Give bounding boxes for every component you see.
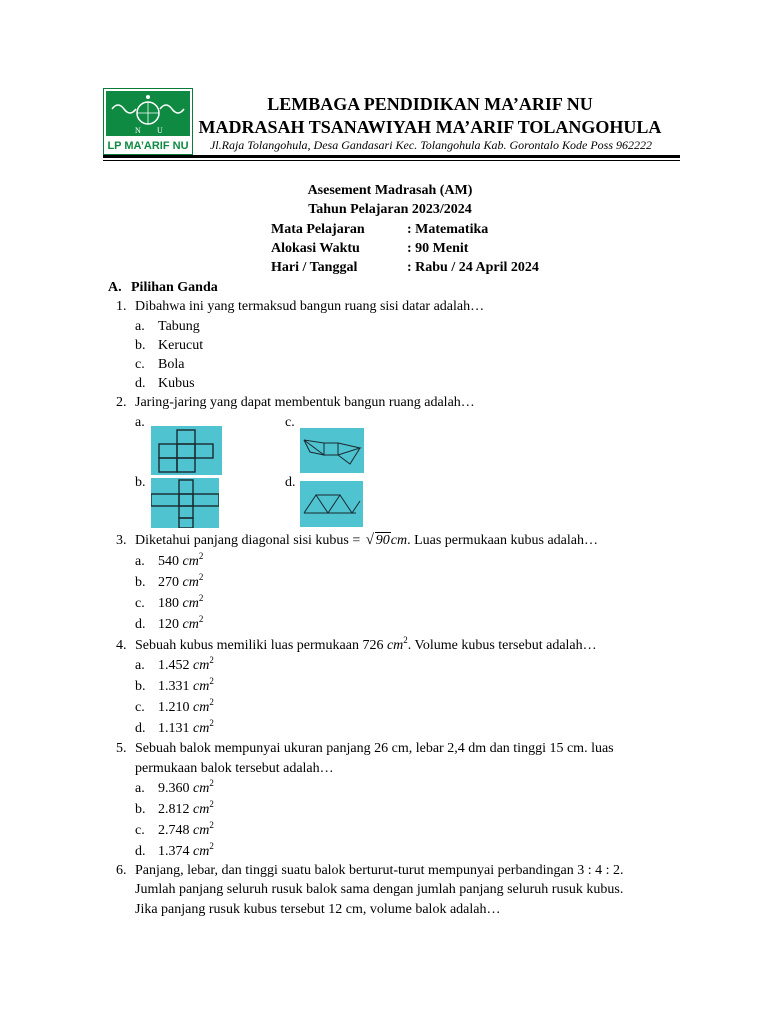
school-logo: [103, 88, 193, 155]
option-text: 1.452 $cm^2$: [158, 655, 214, 673]
option-text: Kerucut: [158, 338, 204, 353]
option-label: d.: [285, 475, 296, 490]
option-label: d.: [135, 844, 146, 859]
institution-title: LEMBAGA PENDIDIKAN MA’ARIF NU: [267, 94, 593, 114]
question-text: Dibahwa ini yang termaksud bangun ruang sisi datar adalah…: [135, 299, 485, 314]
section-letter: A.: [108, 280, 122, 295]
school-address: Jl.Raja Tolangohula, Desa Gandasari Kec. Tolangohula Kab. Gorontalo Kode Poss 962222: [209, 138, 653, 152]
net-image-c: [300, 428, 364, 473]
logo-emblem: [106, 91, 190, 136]
option-text: Tabung: [158, 319, 200, 334]
header-rule-thin: [103, 160, 680, 161]
section-title: Pilihan Ganda: [131, 280, 218, 295]
sqrt-expression: [366, 531, 391, 551]
exam-year: Tahun Pelajaran 2023/2024: [308, 202, 472, 217]
logo-text: LP MA’ARIF NU: [107, 140, 189, 152]
option-text: Bola: [158, 357, 185, 372]
option-label: b.: [135, 575, 146, 590]
info-row-subject: [271, 222, 488, 238]
question-text: Sebuah balok mempunyai ukuran panjang 26 cm, lebar 2,4 dm dan tinggi 15 cm. luas: [135, 741, 614, 756]
question-text: Jika panjang rusuk kubus tersebut 12 cm, volume balok adalah…: [135, 902, 501, 917]
header-rule-thick: [103, 155, 680, 158]
question-text: Panjang, lebar, dan tinggi suatu balok berturut-turut mempunyai perbandingan 3 : 4 : 2.: [135, 863, 624, 878]
info-label: Hari / Tanggal: [271, 260, 358, 275]
svg-text:U: U: [157, 126, 163, 135]
option-text: 1.131 $cm^2$: [158, 718, 214, 736]
option-text: 540 $cm^2$: [158, 551, 204, 569]
option-label: d.: [135, 721, 146, 736]
info-value: : 90 Menit: [407, 241, 469, 256]
option-text: 1.374 $cm^2$: [158, 841, 214, 859]
net-image-a: [151, 426, 222, 475]
option-label: a.: [135, 781, 145, 796]
option-label: a.: [135, 415, 145, 430]
option-text: 1.210 $cm^2$: [158, 697, 214, 715]
option-label: d.: [135, 617, 146, 632]
question-number: 2.: [116, 395, 127, 410]
option-text: 2.748 $cm^2$: [158, 820, 214, 838]
option-text: Kubus: [158, 376, 195, 391]
option-label: c.: [135, 823, 145, 838]
question-number: 6.: [116, 863, 127, 878]
option-text: 1.331 $cm^2$: [158, 676, 214, 694]
question-number: 5.: [116, 741, 127, 756]
option-text: 2.812 $cm^2$: [158, 799, 214, 817]
info-value: : Rabu / 24 April 2024: [407, 260, 539, 275]
question-text: Jaring-jaring yang dapat membentuk bangun ruang adalah…: [135, 395, 475, 410]
net-image-b: [151, 478, 219, 528]
question-number: 1.: [116, 299, 127, 314]
question-text-part: Diketahui panjang diagonal sisi kubus =: [135, 533, 364, 548]
option-text: 120 $cm^2$: [158, 614, 204, 632]
school-title: MADRASAH TSANAWIYAH MA’ARIF TOLANGOHULA: [198, 117, 662, 137]
option-label: a.: [135, 554, 145, 569]
option-label: b.: [135, 338, 146, 353]
option-text: 270 $cm^2$: [158, 572, 204, 590]
question-number: 3.: [116, 533, 127, 548]
option-label: b.: [135, 475, 146, 490]
option-label: c.: [285, 415, 295, 430]
option-label: b.: [135, 802, 146, 817]
net-image-d: [300, 481, 363, 527]
info-label: Alokasi Waktu: [271, 241, 360, 256]
svg-text:N: N: [135, 126, 141, 135]
info-value: : Matematika: [407, 222, 489, 237]
question-text: [135, 531, 598, 551]
radicand: 90: [375, 533, 390, 548]
option-label: d.: [135, 376, 146, 391]
question-number: 4.: [116, 638, 127, 653]
option-text: 180 $cm^2$: [158, 593, 204, 611]
question-text: Jumlah panjang seluruh rusuk balok sama dengan jumlah panjang seluruh rusuk kubus.: [135, 882, 624, 897]
info-label: Mata Pelajaran: [271, 222, 365, 237]
unit: cm: [390, 533, 408, 548]
question-text-part: . Luas permukaan kubus adalah…: [407, 533, 598, 548]
info-row-duration: [271, 241, 468, 257]
option-label: c.: [135, 700, 145, 715]
radical-sign-icon: √: [365, 532, 374, 548]
option-label: a.: [135, 658, 145, 673]
exam-name: Asesement Madrasah (AM): [307, 183, 473, 198]
option-label: c.: [135, 596, 145, 611]
option-label: b.: [135, 679, 146, 694]
option-label: c.: [135, 357, 145, 372]
question-text: permukaan balok tersebut adalah…: [135, 761, 334, 776]
question-text: Sebuah kubus memiliki luas permukaan 726 $cm^2$. Volume kubus tersebut adalah…: [135, 635, 597, 653]
info-row-date: [271, 260, 539, 276]
option-label: a.: [135, 319, 145, 334]
option-text: 9.360 $cm^2$: [158, 778, 214, 796]
